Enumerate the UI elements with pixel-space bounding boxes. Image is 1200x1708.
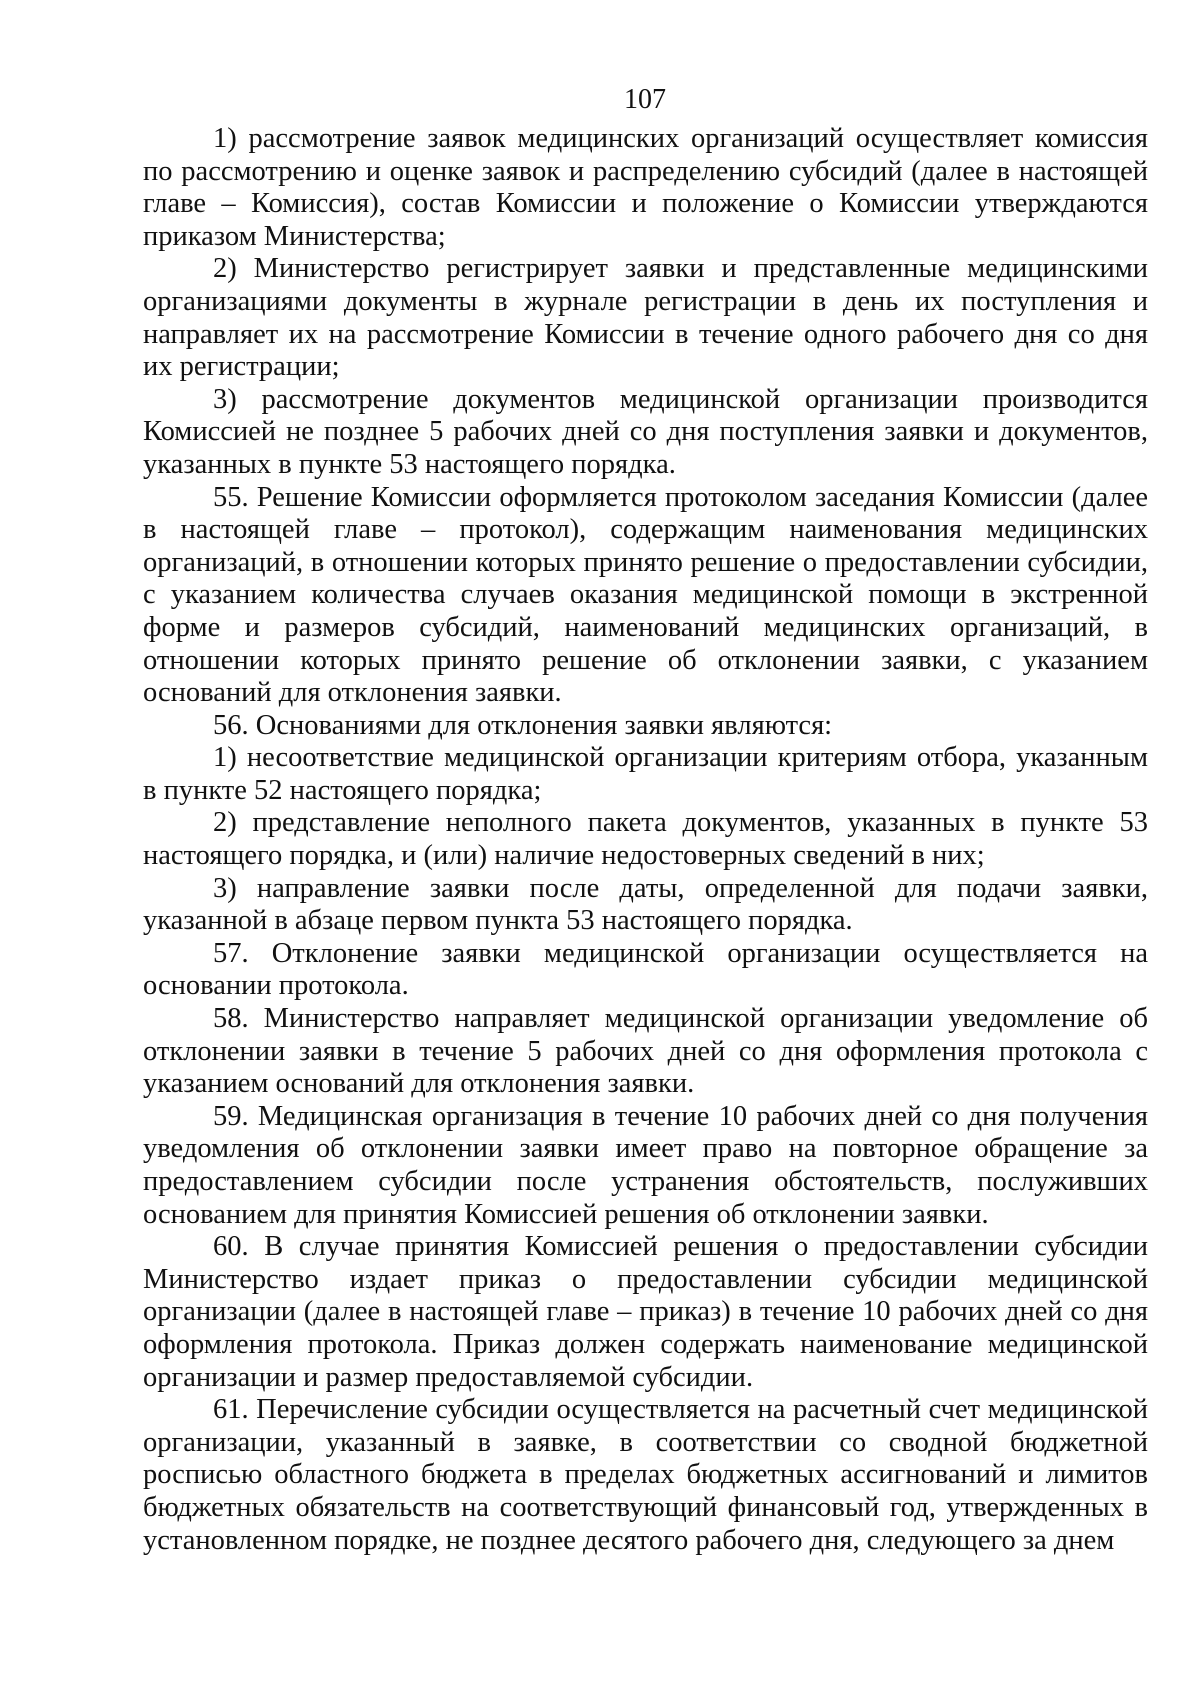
paragraph-61-transfer: 61. Перечисление субсидии осуществляется на расчетный счет медицинской организации, указанный в заявке, в соответствии со сводной бюджетной росписью областного бюджета в пределах бюджетных ассигнований и лимитов бюджетных обязательств на соответствующий финансовый год, утвержденных в установленном порядке, не позднее десятого рабочего дня, следующего за днем (143, 1394, 1148, 1556)
page-number: 107 (624, 84, 666, 115)
paragraph-58-notification: 58. Министерство направляет медицинской организации уведомление об отклонении заявки в течение 5 рабочих дней со дня оформления протокола с указанием оснований для отклонения заявки. (143, 1003, 1148, 1100)
paragraph-item-3-consideration: 3) рассмотрение документов медицинской организации производится Комиссией не позднее 5 рабочих дней со дня поступления заявки и документов, указанных в пункте 53 настоящего порядка. (143, 383, 1148, 480)
paragraph-item-2-registration: 2) Министерство регистрирует заявки и представленные медицинскими организациями документы в журнале регистрации в день их поступления и направляет их на рассмотрение Комиссии в течение одного рабочего дня со дня их регистрации; (143, 253, 1148, 383)
paragraph-56-item-3: 3) направление заявки после даты, определенной для подачи заявки, указанной в абзаце первом пункта 53 настоящего порядка. (143, 872, 1148, 937)
paragraph-56-grounds: 56. Основаниями для отклонения заявки являются: (213, 709, 833, 741)
paragraph-57-rejection: 57. Отклонение заявки медицинской организации осуществляется на основании протокола. (143, 937, 1148, 1002)
paragraph-59-reapplication: 59. Медицинская организация в течение 10 рабочих дней со дня получения уведомления об отклонении заявки имеет право на повторное обращение за предоставлением субсидии после устранения обстоятельств, послуживших основанием для принятия Комиссией решения об отклонении заявки. (143, 1100, 1148, 1230)
paragraph-55-decision: 55. Решение Комиссии оформляется протоколом заседания Комиссии (далее в настоящей главе – протокол), содержащим наименования медицинских организаций, в отношении которых принято решение о предоставлении субсидии, с указанием количества случаев оказания медицинской помощи в экстренной форме и размеров субсидий, наименований медицинских организаций, в отношении которых принято решение об отклонении заявки, с указанием оснований для отклонения заявки. (143, 481, 1148, 709)
document-body (143, 123, 1148, 1557)
paragraph-item-1-review: 1) рассмотрение заявок медицинских организаций осуществляет комиссия по рассмотрению и оценке заявок и распределению субсидий (далее в настоящей главе – Комиссия), состав Комиссии и положение о Комиссии утверждаются приказом Министерства; (143, 123, 1148, 252)
paragraph-56-item-2: 2) представление неполного пакета документов, указанных в пункте 53 настоящего порядка, и (или) наличие недостоверных сведений в них; (143, 807, 1148, 872)
paragraph-60-order: 60. В случае принятия Комиссией решения о предоставлении субсидии Министерство издает приказ о предоставлении субсидии медицинской организации (далее в настоящей главе – приказ) в течение 10 рабочих дней со дня оформления протокола. Приказ должен содержать наименование медицинской организации и размер предоставляемой субсидии. (143, 1231, 1148, 1393)
paragraph-56-item-1: 1) несоответствие медицинской организации критериям отбора, указанным в пункте 52 настоящего порядка; (143, 742, 1148, 806)
